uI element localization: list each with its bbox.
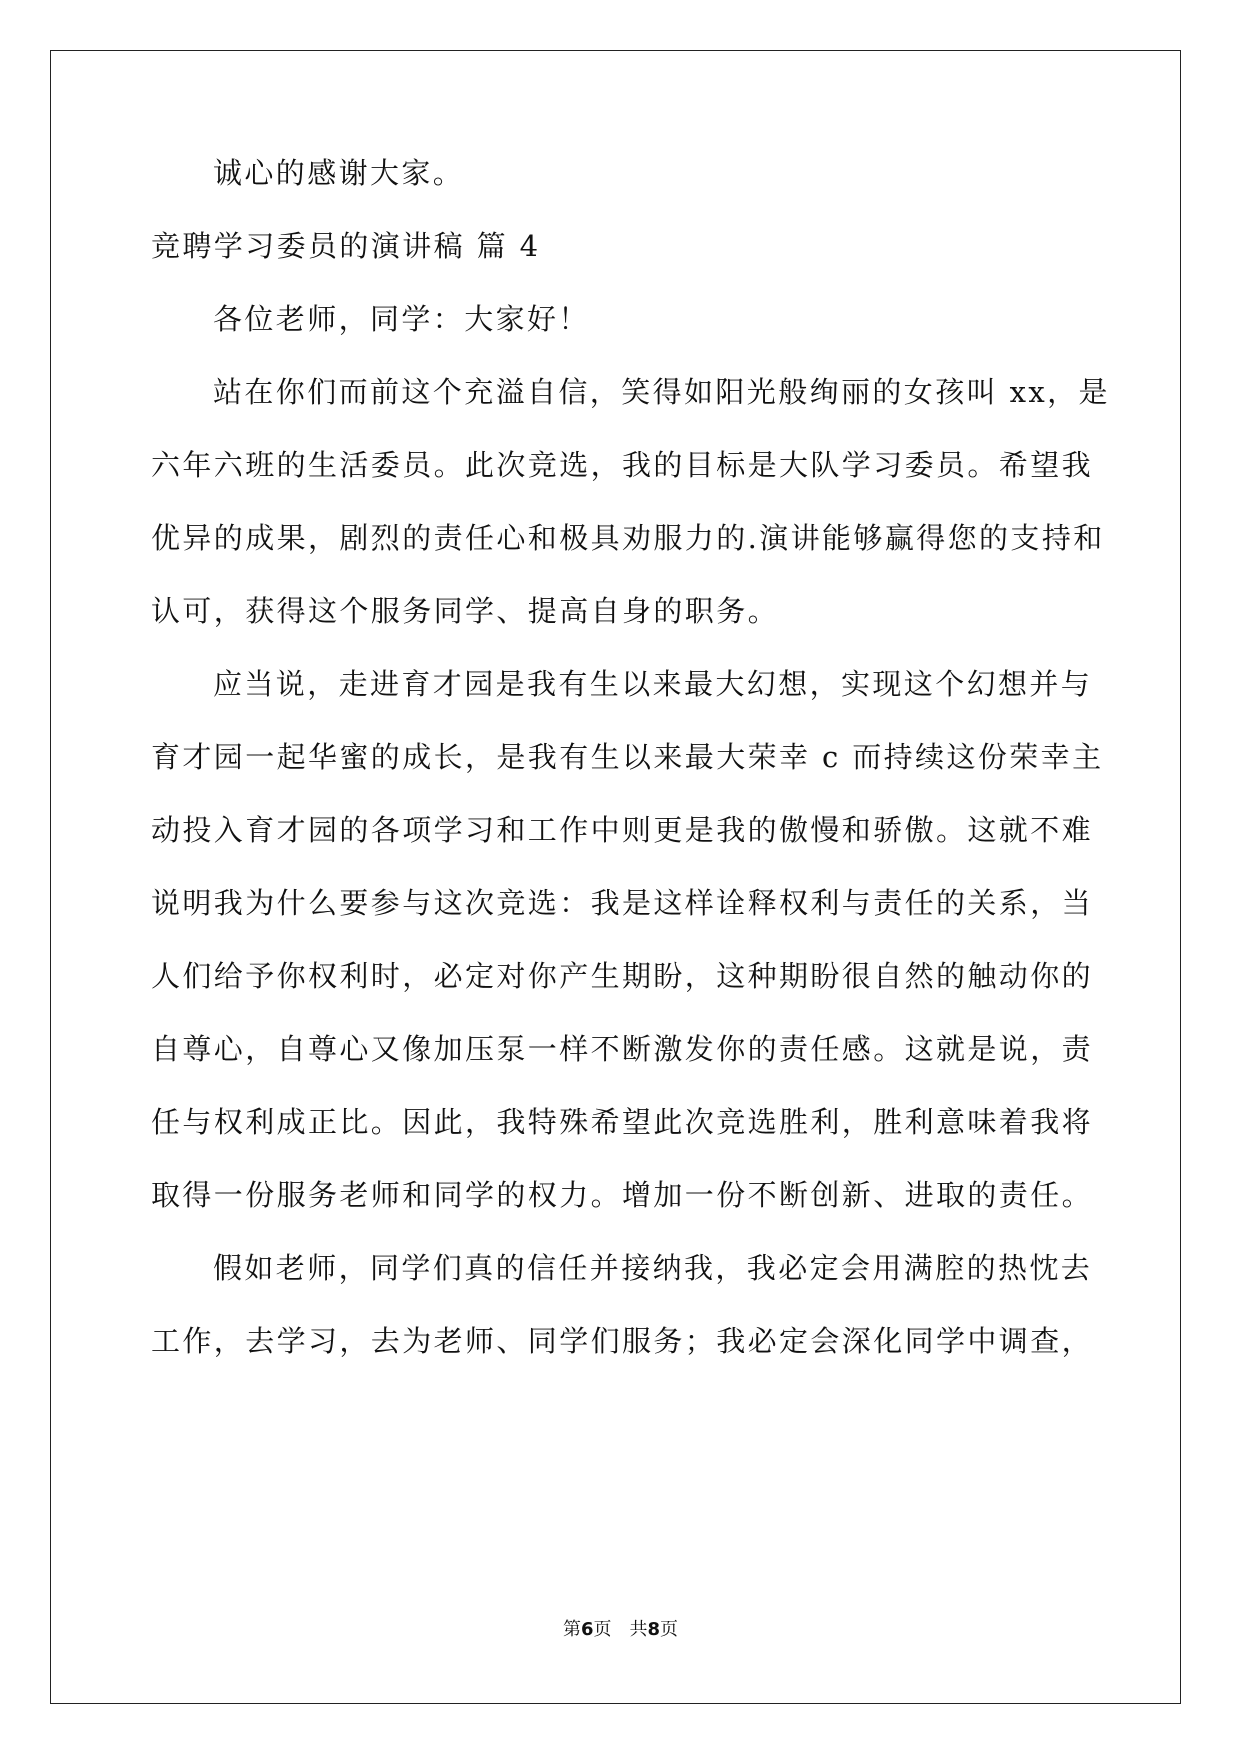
paragraph-line: 自尊心，自尊心又像加压泵一样不断激发你的责任感。这就是说，责 (151, 1032, 1094, 1066)
footer-mid: 页 共 (593, 1619, 648, 1640)
greeting-line: 各位老师，同学：大家好！ (213, 302, 590, 336)
paragraph-line: 诚心的感谢大家。 (213, 156, 465, 190)
paragraph-line: 说明我为什么要参与这次竞选：我是这样诠释权利与责任的关系，当 (151, 886, 1094, 920)
paragraph-line: 工作，去学习，去为老师、同学们服务；我必定会深化同学中调查， (151, 1324, 1094, 1358)
paragraph-line: 育才园一起华蜜的成长，是我有生以来最大荣幸 c 而持续这份荣幸主 (151, 740, 1104, 774)
footer-prefix: 第 (562, 1619, 581, 1640)
section-heading: 竞聘学习委员的演讲稿 篇 4 (151, 229, 541, 263)
paragraph-line: 认可，获得这个服务同学、提高自身的职务。 (151, 594, 780, 628)
paragraph-line: 站在你们而前这个充溢自信，笑得如阳光般绚丽的女孩叫 xx，是 (213, 375, 1110, 409)
footer-suffix: 页 (660, 1619, 679, 1640)
paragraph-line: 优异的成果，剧烈的责任心和极具劝服力的.演讲能够赢得您的支持和 (151, 521, 1105, 555)
current-page-number: 6 (580, 1619, 594, 1640)
paragraph-line: 假如老师，同学们真的信任并接纳我，我必定会用满腔的热忱去 (213, 1251, 1093, 1285)
total-page-count: 8 (647, 1619, 661, 1640)
paragraph-line: 任与权利成正比。因此，我特殊希望此次竞选胜利，胜利意味着我将 (151, 1105, 1094, 1139)
paragraph-line: 应当说，走进育才园是我有生以来最大幻想，实现这个幻想并与 (213, 667, 1093, 701)
paragraph-line: 六年六班的生活委员。此次竞选，我的目标是大队学习委员。希望我 (151, 448, 1094, 482)
paragraph-line: 人们给予你权利时，必定对你产生期盼，这种期盼很自然的触动你的 (151, 959, 1094, 993)
page-footer (0, 1615, 1241, 1641)
paragraph-line: 动投入育才园的各项学习和工作中则更是我的傲慢和骄傲。这就不难 (151, 813, 1094, 847)
paragraph-line: 取得一份服务老师和同学的权力。增加一份不断创新、进取的责任。 (151, 1178, 1094, 1212)
